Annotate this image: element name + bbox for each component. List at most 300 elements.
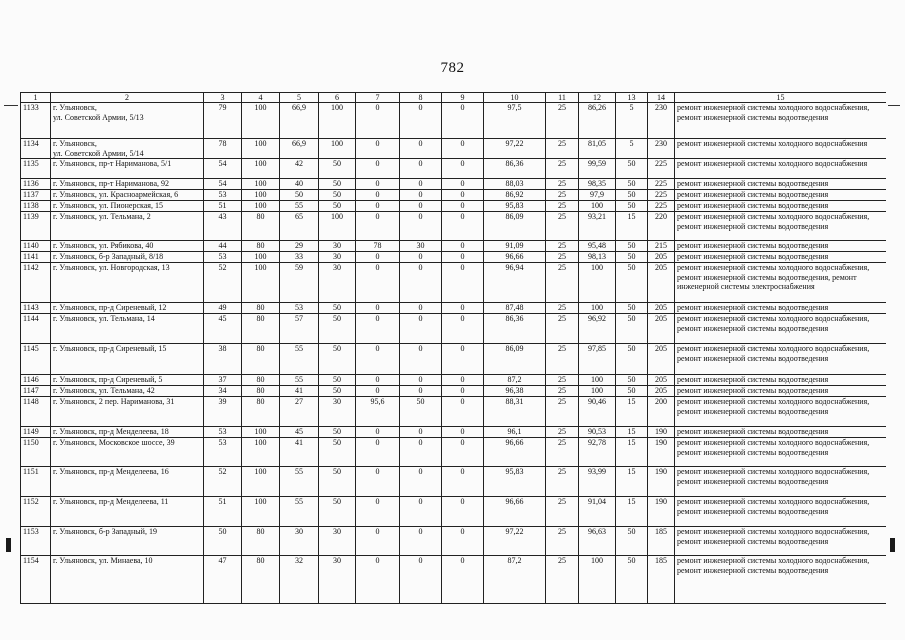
table-cell: 1150 — [21, 438, 51, 467]
table-cell: 1151 — [21, 467, 51, 497]
table-row — [21, 241, 887, 252]
table-cell: г. Ульяновск, б-р Западный, 19 — [51, 527, 204, 556]
table-cell: 98,35 — [579, 179, 616, 190]
right-margin-tick — [888, 105, 900, 106]
table-cell: 32 — [280, 556, 319, 604]
table-cell: 0 — [400, 344, 442, 375]
table-cell: ремонт инженерной системы водоотведения — [675, 252, 887, 263]
table-row — [21, 190, 887, 201]
table-cell: 50 — [616, 386, 648, 397]
table-row — [21, 263, 887, 303]
table-cell: 0 — [356, 527, 400, 556]
table-cell: 15 — [616, 212, 648, 241]
table-cell: 100 — [579, 375, 616, 386]
table-cell: 90,46 — [579, 397, 616, 427]
table-cell: 50 — [616, 344, 648, 375]
table-cell: 230 — [648, 139, 675, 159]
table-cell: 0 — [442, 303, 484, 314]
table-cell: 0 — [400, 386, 442, 397]
table-cell: 0 — [442, 179, 484, 190]
table-cell: 0 — [356, 103, 400, 139]
table-cell: ремонт инженерной системы холодного водоснабжения, ремонт инженерной системы водоотведения — [675, 497, 887, 527]
page-number: 782 — [440, 60, 465, 76]
table-cell: 0 — [442, 263, 484, 303]
table-cell: 86,36 — [484, 159, 546, 179]
header-cell: 5 — [280, 93, 319, 103]
table-cell: 1152 — [21, 497, 51, 527]
table-cell: 0 — [400, 375, 442, 386]
table-row — [21, 314, 887, 344]
table-cell: 96,66 — [484, 252, 546, 263]
table-cell: 78 — [356, 241, 400, 252]
table-cell: 50 — [319, 438, 356, 467]
table-cell: 50 — [616, 556, 648, 604]
table-cell: 0 — [356, 159, 400, 179]
table-cell: 50 — [616, 159, 648, 179]
table-cell: ремонт инженерной системы холодного водоснабжения, ремонт инженерной системы водоотведения — [675, 527, 887, 556]
table-cell: 220 — [648, 212, 675, 241]
table-cell: ремонт инженерной системы холодного водоснабжения, ремонт инженерной системы водоотведения — [675, 556, 887, 604]
table-cell: 0 — [442, 556, 484, 604]
table-cell: 53 — [280, 303, 319, 314]
table-cell: 53 — [204, 252, 242, 263]
table-cell: 100 — [579, 263, 616, 303]
table-cell: 0 — [442, 190, 484, 201]
table-cell: ремонт инженерной системы холодного водоснабжения, ремонт инженерной системы водоотведения — [675, 314, 887, 344]
table-cell: ремонт инженерной системы водоотведения — [675, 386, 887, 397]
table-cell: 200 — [648, 397, 675, 427]
table-cell: 25 — [546, 386, 579, 397]
table-cell: 0 — [442, 427, 484, 438]
table-cell: 0 — [356, 375, 400, 386]
table-cell: 53 — [204, 438, 242, 467]
table-cell: 40 — [280, 179, 319, 190]
table-cell: 44 — [204, 241, 242, 252]
table-cell: 225 — [648, 179, 675, 190]
header-cell: 14 — [648, 93, 675, 103]
table-cell: 95,6 — [356, 397, 400, 427]
table-row — [21, 252, 887, 263]
table-cell: г. Ульяновск, ул. Красноармейская, 6 — [51, 190, 204, 201]
table-cell: 39 — [204, 397, 242, 427]
table-cell: 0 — [400, 190, 442, 201]
table-cell: 50 — [400, 397, 442, 427]
table-cell: 0 — [400, 497, 442, 527]
table-cell: 50 — [319, 159, 356, 179]
table-cell: 100 — [242, 252, 280, 263]
table-cell: 87,48 — [484, 303, 546, 314]
table-cell: 1148 — [21, 397, 51, 427]
table-cell: 91,09 — [484, 241, 546, 252]
table-row — [21, 159, 887, 179]
header-cell: 12 — [579, 93, 616, 103]
table-cell: 43 — [204, 212, 242, 241]
table-cell: г. Ульяновск, пр-т Нариманова, 5/1 — [51, 159, 204, 179]
table-cell: г. Ульяновск, ул. Советской Армии, 5/13 — [51, 103, 204, 139]
table-cell: 79 — [204, 103, 242, 139]
table-row — [21, 201, 887, 212]
table-cell: 5 — [616, 103, 648, 139]
table-cell: 30 — [319, 556, 356, 604]
table-cell: 1136 — [21, 179, 51, 190]
table-cell: 100 — [242, 190, 280, 201]
table-cell: 30 — [319, 397, 356, 427]
table-cell: 215 — [648, 241, 675, 252]
table-cell: 100 — [242, 263, 280, 303]
table-cell: 96,66 — [484, 497, 546, 527]
table-cell: 1142 — [21, 263, 51, 303]
table-cell: 25 — [546, 263, 579, 303]
data-table — [20, 92, 886, 604]
table-cell: 0 — [356, 556, 400, 604]
table-cell: 80 — [242, 241, 280, 252]
table-cell: 100 — [579, 201, 616, 212]
table-cell: 50 — [616, 314, 648, 344]
table-cell: г. Ульяновск, ул. Советской Армии, 5/14 — [51, 139, 204, 159]
table-cell: 25 — [546, 190, 579, 201]
table-row — [21, 438, 887, 467]
table-cell: 96,66 — [484, 438, 546, 467]
table-cell: 0 — [400, 252, 442, 263]
table-cell: 80 — [242, 386, 280, 397]
header-row — [21, 93, 887, 103]
table-cell: 50 — [616, 201, 648, 212]
table-cell: 42 — [280, 159, 319, 179]
table-row — [21, 179, 887, 190]
table-cell: 25 — [546, 179, 579, 190]
table-cell: 86,09 — [484, 212, 546, 241]
table-body — [21, 93, 887, 604]
table-row — [21, 556, 887, 604]
header-cell: 15 — [675, 93, 887, 103]
table-row — [21, 344, 887, 375]
table-cell: ремонт инженерной системы холодного водоснабжения — [675, 139, 887, 159]
table-cell: 0 — [400, 527, 442, 556]
table-cell: 100 — [579, 303, 616, 314]
table-cell: 0 — [400, 139, 442, 159]
table-cell: 95,83 — [484, 201, 546, 212]
table-cell: 53 — [204, 427, 242, 438]
table-cell: 30 — [280, 527, 319, 556]
table-cell: 98,13 — [579, 252, 616, 263]
table-cell: 47 — [204, 556, 242, 604]
table-cell: 1134 — [21, 139, 51, 159]
table-cell: 205 — [648, 375, 675, 386]
table-cell: 25 — [546, 303, 579, 314]
table-cell: 0 — [400, 303, 442, 314]
table-cell: 51 — [204, 201, 242, 212]
table-cell: 86,92 — [484, 190, 546, 201]
table-cell: 50 — [204, 527, 242, 556]
table-cell: 52 — [204, 467, 242, 497]
table-cell: 0 — [442, 159, 484, 179]
table-cell: 50 — [319, 179, 356, 190]
table-cell: 0 — [356, 252, 400, 263]
table-cell: 80 — [242, 212, 280, 241]
table-cell: 0 — [400, 201, 442, 212]
table-cell: г. Ульяновск, пр-д Менделеева, 16 — [51, 467, 204, 497]
table-cell: 29 — [280, 241, 319, 252]
table-cell: 1137 — [21, 190, 51, 201]
table-cell: 86,09 — [484, 344, 546, 375]
table-cell: 100 — [242, 438, 280, 467]
table-cell: 55 — [280, 375, 319, 386]
header-cell: 3 — [204, 93, 242, 103]
table-container — [20, 92, 886, 604]
table-cell: 190 — [648, 467, 675, 497]
table-cell: 97,9 — [579, 190, 616, 201]
table-cell: 80 — [242, 314, 280, 344]
table-cell: 41 — [280, 438, 319, 467]
table-cell: 97,22 — [484, 527, 546, 556]
table-cell: 25 — [546, 375, 579, 386]
table-cell: 185 — [648, 556, 675, 604]
table-cell: 0 — [356, 179, 400, 190]
table-row — [21, 375, 887, 386]
table-cell: 99,59 — [579, 159, 616, 179]
table-cell: 1145 — [21, 344, 51, 375]
table-cell: 55 — [280, 201, 319, 212]
table-cell: 15 — [616, 467, 648, 497]
table-cell: 1138 — [21, 201, 51, 212]
table-cell: 81,05 — [579, 139, 616, 159]
table-cell: 230 — [648, 103, 675, 139]
header-cell: 6 — [319, 93, 356, 103]
table-cell: г. Ульяновск, Московское шоссе, 39 — [51, 438, 204, 467]
table-cell: 25 — [546, 252, 579, 263]
table-cell: 100 — [242, 179, 280, 190]
table-cell: 93,99 — [579, 467, 616, 497]
table-cell: 225 — [648, 201, 675, 212]
table-cell: 0 — [442, 314, 484, 344]
table-cell: 0 — [356, 467, 400, 497]
table-cell: 5 — [616, 139, 648, 159]
table-row — [21, 103, 887, 139]
table-cell: 0 — [400, 263, 442, 303]
table-cell: 50 — [616, 303, 648, 314]
table-cell: г. Ульяновск, ул. Рябикова, 40 — [51, 241, 204, 252]
table-cell: 30 — [319, 527, 356, 556]
table-cell: 25 — [546, 427, 579, 438]
table-cell: ремонт инженерной системы водоотведения — [675, 375, 887, 386]
table-cell: 96,92 — [579, 314, 616, 344]
table-cell: 53 — [204, 190, 242, 201]
table-row — [21, 212, 887, 241]
table-cell: 1139 — [21, 212, 51, 241]
table-cell: 1144 — [21, 314, 51, 344]
table-cell: 25 — [546, 159, 579, 179]
table-cell: 190 — [648, 497, 675, 527]
table-cell: г. Ульяновск, пр-д Сиреневый, 12 — [51, 303, 204, 314]
table-cell: 96,63 — [579, 527, 616, 556]
table-cell: 50 — [616, 190, 648, 201]
table-cell: ремонт инженерной системы водоотведения — [675, 179, 887, 190]
table-cell: 15 — [616, 438, 648, 467]
table-cell: ремонт инженерной системы холодного водоснабжения, ремонт инженерной системы водоотведения — [675, 467, 887, 497]
table-cell: 15 — [616, 427, 648, 438]
header-cell: 9 — [442, 93, 484, 103]
table-cell: 25 — [546, 397, 579, 427]
table-cell: 30 — [319, 252, 356, 263]
table-cell: 1147 — [21, 386, 51, 397]
table-cell: 30 — [319, 241, 356, 252]
table-cell: 1141 — [21, 252, 51, 263]
table-cell: 95,48 — [579, 241, 616, 252]
table-cell: 51 — [204, 497, 242, 527]
table-cell: 100 — [242, 159, 280, 179]
table-cell: 25 — [546, 201, 579, 212]
table-cell: 0 — [400, 438, 442, 467]
table-cell: 80 — [242, 344, 280, 375]
table-cell: 0 — [400, 467, 442, 497]
table-cell: 100 — [319, 139, 356, 159]
table-cell: 205 — [648, 314, 675, 344]
table-cell: 0 — [356, 139, 400, 159]
table-cell: 50 — [616, 241, 648, 252]
table-cell: 50 — [319, 497, 356, 527]
table-cell: ремонт инженерной системы холодного водоснабжения, ремонт инженерной системы водоотведения — [675, 397, 887, 427]
table-cell: 55 — [280, 497, 319, 527]
table-cell: 50 — [319, 344, 356, 375]
table-cell: 0 — [442, 397, 484, 427]
table-cell: 50 — [616, 263, 648, 303]
table-cell: 80 — [242, 303, 280, 314]
table-cell: 0 — [442, 386, 484, 397]
table-cell: ремонт инженерной системы холодного водоснабжения, ремонт инженерной системы водоотведения — [675, 212, 887, 241]
table-cell: 190 — [648, 438, 675, 467]
table-cell: 100 — [242, 201, 280, 212]
table-cell: 0 — [442, 212, 484, 241]
table-cell: 25 — [546, 527, 579, 556]
table-cell: 88,31 — [484, 397, 546, 427]
table-cell: 0 — [442, 139, 484, 159]
table-cell: 33 — [280, 252, 319, 263]
table-cell: 80 — [242, 397, 280, 427]
table-cell: 0 — [442, 375, 484, 386]
table-cell: 185 — [648, 527, 675, 556]
table-cell: 1149 — [21, 427, 51, 438]
table-cell: 205 — [648, 344, 675, 375]
table-cell: 66,9 — [280, 103, 319, 139]
table-cell: 45 — [204, 314, 242, 344]
table-row — [21, 467, 887, 497]
table-cell: 0 — [356, 314, 400, 344]
table-cell: 1153 — [21, 527, 51, 556]
table-cell: 86,26 — [579, 103, 616, 139]
table-cell: 0 — [356, 190, 400, 201]
table-cell: 100 — [319, 103, 356, 139]
table-cell: 0 — [400, 212, 442, 241]
table-cell: 0 — [356, 386, 400, 397]
table-row — [21, 303, 887, 314]
table-cell: 0 — [356, 263, 400, 303]
table-cell: 54 — [204, 159, 242, 179]
header-cell: 4 — [242, 93, 280, 103]
table-cell: 205 — [648, 386, 675, 397]
table-cell: г. Ульяновск, пр-д Сиреневый, 15 — [51, 344, 204, 375]
table-cell: 95,83 — [484, 467, 546, 497]
table-row — [21, 139, 887, 159]
table-cell: 50 — [616, 252, 648, 263]
table-cell: 205 — [648, 252, 675, 263]
table-cell: 0 — [356, 212, 400, 241]
table-cell: 25 — [546, 103, 579, 139]
table-cell: 100 — [319, 212, 356, 241]
table-cell: 50 — [319, 201, 356, 212]
table-cell: г. Ульяновск, ул. Новгородская, 13 — [51, 263, 204, 303]
table-cell: 1133 — [21, 103, 51, 139]
table-cell: 97,22 — [484, 139, 546, 159]
table-row — [21, 497, 887, 527]
table-cell: 0 — [356, 344, 400, 375]
table-cell: 50 — [319, 303, 356, 314]
table-cell: 90,53 — [579, 427, 616, 438]
table-cell: 50 — [319, 314, 356, 344]
table-cell: 1143 — [21, 303, 51, 314]
table-cell: г. Ульяновск, 2 пер. Нариманова, 31 — [51, 397, 204, 427]
table-cell: ремонт инженерной системы водоотведения — [675, 190, 887, 201]
table-cell: 38 — [204, 344, 242, 375]
header-cell: 7 — [356, 93, 400, 103]
table-cell: ремонт инженерной системы холодного водоснабжения, ремонт инженерной системы водоотведения, ремонт инженерной системы электроснабжения — [675, 263, 887, 303]
table-cell: г. Ульяновск, ул. Пионерская, 15 — [51, 201, 204, 212]
table-cell: ремонт инженерной системы водоотведения — [675, 201, 887, 212]
header-cell: 8 — [400, 93, 442, 103]
table-cell: 1154 — [21, 556, 51, 604]
table-cell: 25 — [546, 314, 579, 344]
table-cell: 0 — [442, 497, 484, 527]
table-cell: 50 — [616, 179, 648, 190]
table-cell: 49 — [204, 303, 242, 314]
table-cell: 205 — [648, 263, 675, 303]
table-cell: г. Ульяновск, пр-д Сиреневый, 5 — [51, 375, 204, 386]
table-cell: 225 — [648, 159, 675, 179]
table-cell: 100 — [242, 467, 280, 497]
header-cell: 11 — [546, 93, 579, 103]
table-row — [21, 427, 887, 438]
table-cell: 25 — [546, 467, 579, 497]
table-cell: 25 — [546, 212, 579, 241]
header-cell: 1 — [21, 93, 51, 103]
right-binding-mark — [890, 538, 895, 552]
table-cell: 25 — [546, 344, 579, 375]
header-cell: 10 — [484, 93, 546, 103]
table-cell: 25 — [546, 241, 579, 252]
table-cell: 0 — [356, 201, 400, 212]
table-cell: 80 — [242, 375, 280, 386]
table-cell: 45 — [280, 427, 319, 438]
table-cell: 0 — [400, 314, 442, 344]
table-cell: 50 — [616, 527, 648, 556]
table-cell: 87,2 — [484, 375, 546, 386]
table-cell: 0 — [442, 201, 484, 212]
table-cell: 190 — [648, 427, 675, 438]
header-cell: 13 — [616, 93, 648, 103]
table-cell: 25 — [546, 438, 579, 467]
table-cell: ремонт инженерной системы холодного водоснабжения — [675, 159, 887, 179]
table-cell: 25 — [546, 139, 579, 159]
table-cell: ремонт инженерной системы водоотведения — [675, 241, 887, 252]
table-cell: г. Ульяновск, ул. Минаева, 10 — [51, 556, 204, 604]
table-row — [21, 527, 887, 556]
table-cell: 50 — [319, 386, 356, 397]
table-cell: 0 — [400, 427, 442, 438]
table-cell: 100 — [579, 386, 616, 397]
header-cell: 2 — [51, 93, 204, 103]
table-cell: 1146 — [21, 375, 51, 386]
table-cell: 50 — [280, 190, 319, 201]
table-cell: 0 — [356, 497, 400, 527]
